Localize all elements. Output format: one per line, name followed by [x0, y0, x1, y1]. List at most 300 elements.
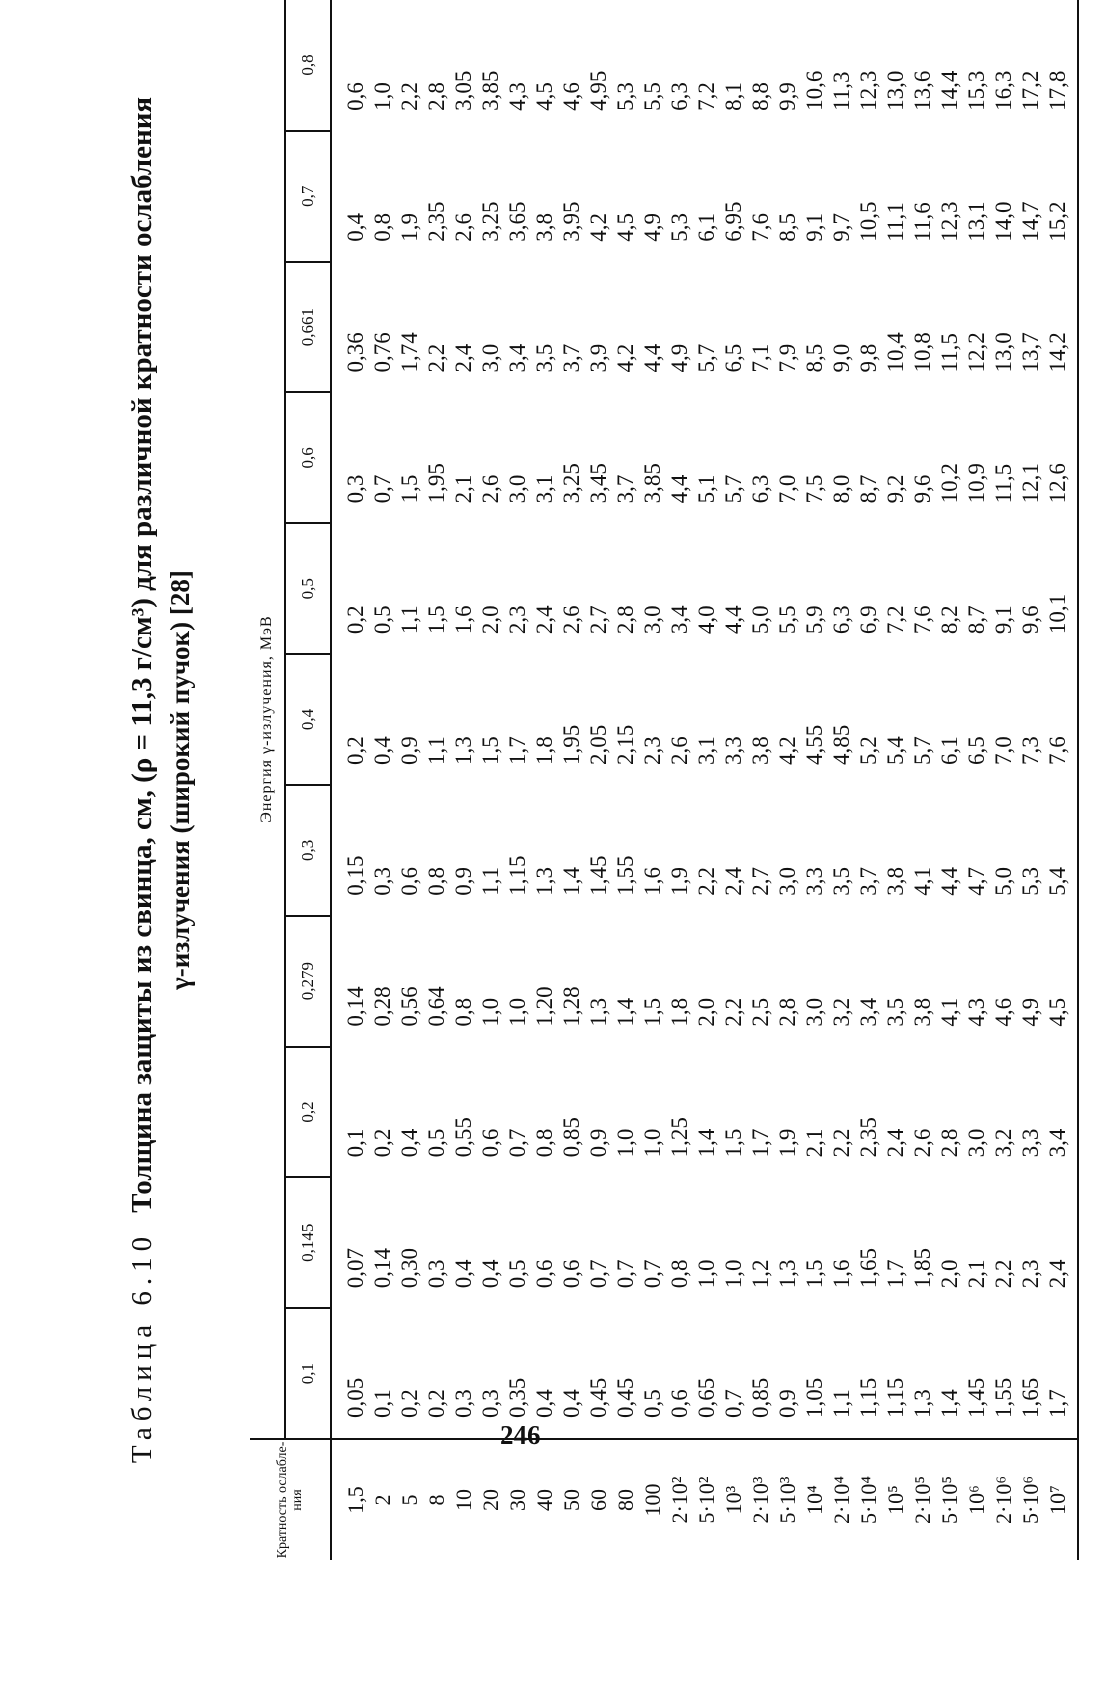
table-caption — [120, 0, 240, 1560]
thickness-value: 6,3 — [667, 82, 692, 111]
thickness-value: 0,7 — [370, 474, 395, 504]
thickness-value: 0,35 — [505, 1377, 530, 1418]
thickness-value: 3,7 — [856, 867, 881, 896]
energy-header-cell: 0,7 — [285, 131, 331, 262]
thickness-value: 1,1 — [829, 1389, 854, 1418]
energy-header-cell: 0,8 — [285, 0, 331, 131]
thickness-value: 12,6 — [1045, 463, 1070, 504]
thickness-value: 4,55 — [802, 724, 827, 765]
thickness-value: 1,55 — [991, 1377, 1016, 1418]
attenuation-value: 10³ — [721, 1485, 746, 1515]
thickness-value: 3,2 — [829, 997, 854, 1027]
thickness-value: 10,1 — [1045, 593, 1070, 635]
thickness-value: 0,14 — [343, 986, 368, 1027]
thickness-value: 0,6 — [532, 1259, 557, 1289]
thickness-value: 0,8 — [370, 212, 395, 242]
thickness-value: 9,6 — [910, 474, 935, 504]
thickness-value: 1,45 — [964, 1377, 989, 1418]
table-number: Таблица 6.10 — [126, 1230, 158, 1464]
thickness-value: 3,4 — [856, 997, 881, 1027]
thickness-value: 6,1 — [937, 736, 962, 765]
thickness-value: 10,6 — [802, 70, 827, 111]
thickness-value: 0,56 — [397, 986, 422, 1027]
thickness-value: 0,6 — [478, 1128, 503, 1158]
thickness-value: 14,2 — [1045, 332, 1070, 373]
thickness-value: 0,2 — [397, 1389, 422, 1418]
thickness-value: 3,65 — [505, 201, 530, 242]
thickness-value: 2,35 — [424, 201, 449, 242]
thickness-value: 3,95 — [559, 201, 584, 242]
energy-header-cell: 0,3 — [285, 785, 331, 916]
thickness-value: 0,3 — [343, 474, 368, 504]
thickness-value: 1,4 — [613, 997, 638, 1027]
thickness-value: 1,9 — [775, 1128, 800, 1158]
thickness-value: 10,9 — [964, 463, 989, 504]
thickness-value: 7,1 — [748, 343, 773, 373]
thickness-value: 0,4 — [478, 1259, 503, 1289]
thickness-value: 10,2 — [937, 463, 962, 504]
thickness-value: 0,64 — [424, 986, 449, 1027]
attenuation-value: 10⁷ — [1045, 1485, 1070, 1515]
thickness-value: 1,7 — [748, 1128, 773, 1158]
attenuation-column — [331, 1439, 1078, 1560]
thickness-value: 2,0 — [694, 997, 719, 1027]
thickness-column — [331, 131, 1078, 262]
thickness-value: 4,1 — [937, 997, 962, 1027]
thickness-value: 3,1 — [694, 736, 719, 765]
thickness-value: 17,2 — [1018, 70, 1043, 111]
thickness-value: 7,6 — [748, 212, 773, 242]
attenuation-value: 2 — [370, 1494, 395, 1506]
thickness-value: 0,7 — [721, 1389, 746, 1418]
thickness-value: 7,3 — [1018, 736, 1043, 765]
thickness-value: 3,8 — [910, 997, 935, 1027]
thickness-value: 9,7 — [829, 212, 854, 242]
thickness-value: 9,6 — [1018, 605, 1043, 635]
thickness-value: 0,6 — [343, 82, 368, 111]
thickness-value: 0,05 — [343, 1377, 368, 1418]
thickness-value: 2,6 — [559, 605, 584, 635]
thickness-column — [331, 523, 1078, 654]
thickness-value: 11,3 — [829, 71, 854, 111]
thickness-value: 2,2 — [991, 1259, 1016, 1289]
rotated-page-content — [120, 0, 1070, 1560]
energy-header-cell: 0,661 — [285, 262, 331, 393]
thickness-value: 0,8 — [451, 997, 476, 1027]
thickness-column — [331, 785, 1078, 916]
thickness-value: 3,5 — [883, 997, 908, 1027]
attenuation-value: 20 — [478, 1489, 503, 1511]
thickness-value: 6,95 — [721, 201, 746, 242]
attenuation-value: 10⁶ — [964, 1485, 989, 1515]
thickness-value: 2,1 — [802, 1128, 827, 1158]
attenuation-value: 2·10² — [667, 1476, 692, 1524]
thickness-value: 1,8 — [532, 736, 557, 765]
thickness-value: 0,4 — [370, 736, 395, 765]
thickness-value: 2,05 — [586, 724, 611, 765]
thickness-value: 1,1 — [397, 605, 422, 635]
thickness-value: 10,5 — [856, 201, 881, 242]
attenuation-value: 40 — [532, 1489, 557, 1511]
thickness-value: 0,45 — [586, 1377, 611, 1418]
caption-subtitle: γ-излучения (широкий пучок) [28] — [165, 570, 195, 990]
thickness-value: 1,85 — [910, 1247, 935, 1289]
thickness-value: 10,4 — [883, 332, 908, 373]
thickness-value: 0,07 — [343, 1247, 368, 1289]
thickness-value: 2,15 — [613, 724, 638, 765]
thickness-value: 1,5 — [640, 997, 665, 1027]
thickness-value: 9,0 — [829, 343, 854, 373]
thickness-value: 2,6 — [667, 736, 692, 765]
thickness-value: 0,3 — [451, 1389, 476, 1418]
thickness-value: 2,6 — [451, 212, 476, 242]
thickness-value: 7,2 — [883, 605, 908, 635]
thickness-value: 1,5 — [424, 605, 449, 635]
thickness-value: 9,1 — [991, 605, 1016, 635]
attenuation-value: 5 — [397, 1494, 422, 1506]
thickness-value: 0,9 — [586, 1128, 611, 1158]
thickness-value: 4,1 — [910, 867, 935, 896]
thickness-value: 0,3 — [478, 1389, 503, 1418]
thickness-value: 4,4 — [640, 343, 665, 373]
thickness-value: 3,5 — [829, 867, 854, 896]
attenuation-value: 10 — [451, 1489, 476, 1511]
thickness-value: 13,6 — [910, 70, 935, 111]
thickness-value: 15,2 — [1045, 201, 1070, 242]
thickness-value: 2,8 — [424, 82, 449, 111]
thickness-value: 1,6 — [829, 1259, 854, 1289]
thickness-value: 0,3 — [370, 867, 395, 896]
thickness-value: 1,28 — [559, 986, 584, 1027]
thickness-value: 4,3 — [964, 997, 989, 1027]
thickness-value: 3,0 — [802, 997, 827, 1027]
thickness-value: 2,2 — [397, 82, 422, 111]
thickness-value: 0,5 — [640, 1389, 665, 1418]
thickness-value: 5,3 — [1018, 867, 1043, 896]
thickness-value: 4,95 — [586, 70, 611, 111]
thickness-value: 0,8 — [424, 867, 449, 896]
attenuation-value: 2·10⁴ — [829, 1476, 854, 1524]
thickness-value: 1,95 — [424, 463, 449, 504]
thickness-value: 7,9 — [775, 343, 800, 373]
thickness-value: 2,7 — [586, 605, 611, 635]
thickness-value: 2,0 — [478, 605, 503, 635]
thickness-value: 1,5 — [721, 1128, 746, 1158]
thickness-value: 4,5 — [532, 82, 557, 111]
thickness-value: 0,36 — [343, 332, 368, 373]
thickness-value: 8,2 — [937, 605, 962, 635]
thickness-value: 1,2 — [748, 1259, 773, 1289]
thickness-value: 1,15 — [883, 1377, 908, 1418]
thickness-value: 14,7 — [1018, 201, 1043, 242]
thickness-value: 1,7 — [1045, 1389, 1070, 1418]
thickness-value: 5,0 — [991, 867, 1016, 896]
thickness-value: 1,7 — [883, 1259, 908, 1289]
thickness-value: 2,0 — [937, 1259, 962, 1289]
thickness-value: 0,5 — [370, 605, 395, 635]
thickness-value: 5,7 — [721, 474, 746, 504]
thickness-value: 0,30 — [397, 1247, 422, 1289]
thickness-value: 6,3 — [748, 474, 773, 504]
thickness-value: 1,1 — [478, 867, 503, 896]
thickness-value: 5,3 — [613, 82, 638, 111]
thickness-value: 1,3 — [451, 736, 476, 765]
thickness-value: 0,4 — [343, 212, 368, 242]
thickness-value: 1,65 — [856, 1247, 881, 1289]
attenuation-value: 5·10⁵ — [937, 1476, 962, 1524]
thickness-value: 1,20 — [532, 986, 557, 1027]
thickness-value: 13,0 — [883, 70, 908, 111]
thickness-value: 1,3 — [532, 867, 557, 896]
thickness-value: 0,1 — [370, 1389, 395, 1418]
energy-header-cell: 0,279 — [285, 916, 331, 1047]
thickness-value: 0,55 — [451, 1117, 476, 1158]
thickness-value: 2,4 — [721, 867, 746, 896]
thickness-value: 3,7 — [559, 343, 584, 373]
thickness-value: 1,9 — [667, 867, 692, 896]
thickness-value: 5,1 — [694, 474, 719, 504]
thickness-value: 3,4 — [1045, 1128, 1070, 1158]
energy-header-cell: 0,145 — [285, 1177, 331, 1308]
thickness-value: 0,4 — [451, 1259, 476, 1289]
thickness-value: 9,9 — [775, 82, 800, 111]
thickness-value: 13,7 — [1018, 332, 1043, 373]
thickness-value: 11,6 — [910, 202, 935, 242]
thickness-value: 0,85 — [559, 1117, 584, 1158]
thickness-value: 0,8 — [532, 1128, 557, 1158]
thickness-value: 0,2 — [343, 736, 368, 765]
caption-title: Толщина защиты из свинца, см, (ρ = 11,3 г/см³) для различной кратности ослабления — [126, 96, 158, 1213]
thickness-value: 1,0 — [613, 1128, 638, 1158]
thickness-value: 1,0 — [478, 997, 503, 1027]
thickness-value: 0,5 — [505, 1259, 530, 1289]
thickness-value: 3,8 — [748, 736, 773, 765]
thickness-value: 1,15 — [856, 1377, 881, 1418]
attenuation-value: 30 — [505, 1489, 530, 1511]
thickness-value: 1,9 — [397, 212, 422, 242]
thickness-value: 0,14 — [370, 1247, 395, 1289]
thickness-value: 11,1 — [883, 202, 908, 242]
attenuation-value: 1,5 — [343, 1486, 368, 1514]
thickness-value: 15,3 — [964, 70, 989, 111]
thickness-value: 3,0 — [775, 867, 800, 896]
thickness-value: 2,4 — [883, 1128, 908, 1158]
thickness-value: 2,4 — [1045, 1259, 1070, 1289]
attenuation-value: 2·10⁶ — [991, 1476, 1016, 1524]
energy-header-cell: 0,5 — [285, 523, 331, 654]
thickness-column — [331, 916, 1078, 1047]
thickness-value: 12,3 — [856, 70, 881, 111]
thickness-value: 13,1 — [964, 201, 989, 242]
thickness-value: 2,5 — [748, 997, 773, 1027]
energy-header-cell: 0,1 — [285, 1308, 331, 1439]
thickness-value: 3,3 — [802, 867, 827, 896]
thickness-value: 8,5 — [775, 212, 800, 242]
thickness-value: 8,7 — [856, 474, 881, 504]
lead-shield-table — [250, 0, 1079, 1560]
thickness-value: 4,4 — [721, 605, 746, 635]
thickness-value: 3,2 — [991, 1128, 1016, 1158]
thickness-value: 2,35 — [856, 1117, 881, 1158]
thickness-value: 2,4 — [451, 343, 476, 373]
thickness-value: 11,5 — [937, 333, 962, 373]
thickness-value: 4,6 — [559, 82, 584, 111]
attenuation-header: Кратность ослабле-ния — [250, 1439, 331, 1560]
thickness-value: 5,7 — [694, 343, 719, 373]
thickness-value: 1,0 — [694, 1259, 719, 1289]
thickness-value: 3,85 — [478, 70, 503, 111]
thickness-value: 9,2 — [883, 474, 908, 504]
attenuation-value: 5·10³ — [775, 1476, 800, 1524]
thickness-value: 1,4 — [694, 1128, 719, 1158]
thickness-column — [331, 262, 1078, 393]
thickness-value: 2,3 — [640, 736, 665, 765]
thickness-value: 0,9 — [775, 1389, 800, 1418]
thickness-value: 3,0 — [505, 474, 530, 504]
energy-header-cell: 0,6 — [285, 393, 331, 524]
thickness-value: 3,1 — [532, 474, 557, 504]
attenuation-value: 5·10⁴ — [856, 1476, 881, 1524]
thickness-value: 1,3 — [586, 997, 611, 1027]
thickness-value: 5,3 — [667, 212, 692, 242]
thickness-value: 2,6 — [910, 1128, 935, 1158]
thickness-column — [331, 393, 1078, 524]
thickness-value: 6,5 — [721, 343, 746, 373]
thickness-value: 3,0 — [964, 1128, 989, 1158]
thickness-value: 2,2 — [424, 343, 449, 373]
thickness-value: 1,3 — [910, 1389, 935, 1418]
thickness-value: 1,25 — [667, 1117, 692, 1158]
thickness-value: 4,0 — [694, 605, 719, 635]
thickness-value: 2,8 — [613, 605, 638, 635]
thickness-value: 4,7 — [964, 867, 989, 896]
thickness-value: 1,5 — [478, 736, 503, 765]
thickness-value: 14,4 — [937, 70, 962, 111]
thickness-value: 0,1 — [343, 1128, 368, 1158]
thickness-value: 2,1 — [964, 1259, 989, 1289]
thickness-value: 8,8 — [748, 82, 773, 111]
thickness-value: 12,3 — [937, 201, 962, 242]
thickness-value: 0,5 — [424, 1128, 449, 1158]
thickness-value: 1,15 — [505, 855, 530, 896]
energy-header-row — [285, 0, 331, 1560]
table-body-row — [331, 0, 1078, 1560]
thickness-value: 1,7 — [505, 736, 530, 765]
thickness-column — [331, 1177, 1078, 1308]
thickness-value: 1,8 — [667, 997, 692, 1027]
thickness-value: 0,76 — [370, 332, 395, 373]
thickness-value: 2,2 — [721, 997, 746, 1027]
thickness-value: 5,0 — [748, 605, 773, 635]
thickness-value: 1,0 — [721, 1259, 746, 1289]
thickness-value: 2,3 — [505, 605, 530, 635]
thickness-value: 1,45 — [586, 855, 611, 896]
attenuation-value: 2·10³ — [748, 1476, 773, 1524]
thickness-value: 6,1 — [694, 212, 719, 242]
thickness-value: 5,5 — [640, 82, 665, 111]
thickness-value: 13,0 — [991, 332, 1016, 373]
attenuation-value: 10⁵ — [883, 1485, 908, 1515]
thickness-value: 0,85 — [748, 1377, 773, 1418]
thickness-value: 2,6 — [478, 474, 503, 504]
thickness-value: 10,8 — [910, 332, 935, 373]
thickness-value: 1,6 — [451, 605, 476, 635]
thickness-value: 3,4 — [667, 605, 692, 635]
thickness-value: 3,3 — [1018, 1128, 1043, 1158]
thickness-value: 3,3 — [721, 736, 746, 765]
thickness-value: 5,7 — [910, 736, 935, 765]
energy-header-cell: 0,2 — [285, 1047, 331, 1178]
thickness-value: 0,7 — [505, 1128, 530, 1158]
thickness-value: 3,25 — [478, 201, 503, 242]
thickness-value: 8,5 — [802, 343, 827, 373]
thickness-value: 0,28 — [370, 986, 395, 1027]
thickness-value: 1,65 — [1018, 1377, 1043, 1418]
thickness-column — [331, 1047, 1078, 1178]
thickness-value: 3,05 — [451, 70, 476, 111]
thickness-value: 0,9 — [397, 736, 422, 765]
thickness-value: 0,8 — [667, 1259, 692, 1289]
attenuation-value: 50 — [559, 1489, 584, 1511]
thickness-value: 5,4 — [1045, 867, 1070, 896]
thickness-value: 2,8 — [937, 1128, 962, 1158]
attenuation-value: 2·10⁵ — [910, 1476, 935, 1524]
thickness-value: 5,5 — [775, 605, 800, 635]
thickness-value: 7,5 — [802, 474, 827, 504]
attenuation-value: 5·10² — [694, 1476, 719, 1524]
thickness-value: 4,5 — [613, 212, 638, 242]
energy-header-cell: 0,4 — [285, 654, 331, 785]
thickness-value: 4,2 — [586, 212, 611, 242]
thickness-value: 4,85 — [829, 724, 854, 765]
thickness-value: 5,2 — [856, 736, 881, 765]
thickness-value: 8,7 — [964, 605, 989, 635]
attenuation-value: 5·10⁶ — [1018, 1476, 1043, 1524]
thickness-value: 3,0 — [478, 343, 503, 373]
thickness-value: 3,45 — [586, 463, 611, 504]
attenuation-value: 10⁴ — [802, 1485, 827, 1515]
thickness-value: 1,1 — [424, 736, 449, 765]
thickness-value: 3,85 — [640, 463, 665, 504]
thickness-value: 6,9 — [856, 605, 881, 635]
thickness-value: 12,2 — [964, 332, 989, 373]
attenuation-value: 100 — [640, 1483, 665, 1517]
thickness-value: 1,5 — [397, 474, 422, 504]
thickness-value: 2,8 — [775, 997, 800, 1027]
thickness-value: 4,9 — [640, 212, 665, 242]
thickness-value: 3,4 — [505, 343, 530, 373]
thickness-value: 4,9 — [667, 343, 692, 373]
thickness-value: 0,4 — [559, 1389, 584, 1418]
thickness-value: 6,3 — [829, 605, 854, 635]
thickness-value: 0,7 — [586, 1259, 611, 1289]
thickness-value: 12,1 — [1018, 463, 1043, 504]
energy-group-header: Энергия γ-излучения, МэВ — [250, 0, 285, 1439]
thickness-value: 5,9 — [802, 605, 827, 635]
thickness-value: 6,5 — [964, 736, 989, 765]
thickness-value: 8,0 — [829, 474, 854, 504]
thickness-value: 4,3 — [505, 82, 530, 111]
thickness-value: 17,8 — [1045, 70, 1070, 111]
thickness-value: 0,4 — [532, 1389, 557, 1418]
thickness-value: 1,95 — [559, 724, 584, 765]
thickness-value: 2,7 — [748, 867, 773, 896]
thickness-value: 1,0 — [370, 82, 395, 111]
thickness-value: 3,8 — [883, 867, 908, 896]
attenuation-value: 80 — [613, 1489, 638, 1511]
thickness-column — [331, 0, 1078, 131]
thickness-value: 11,5 — [991, 463, 1016, 504]
